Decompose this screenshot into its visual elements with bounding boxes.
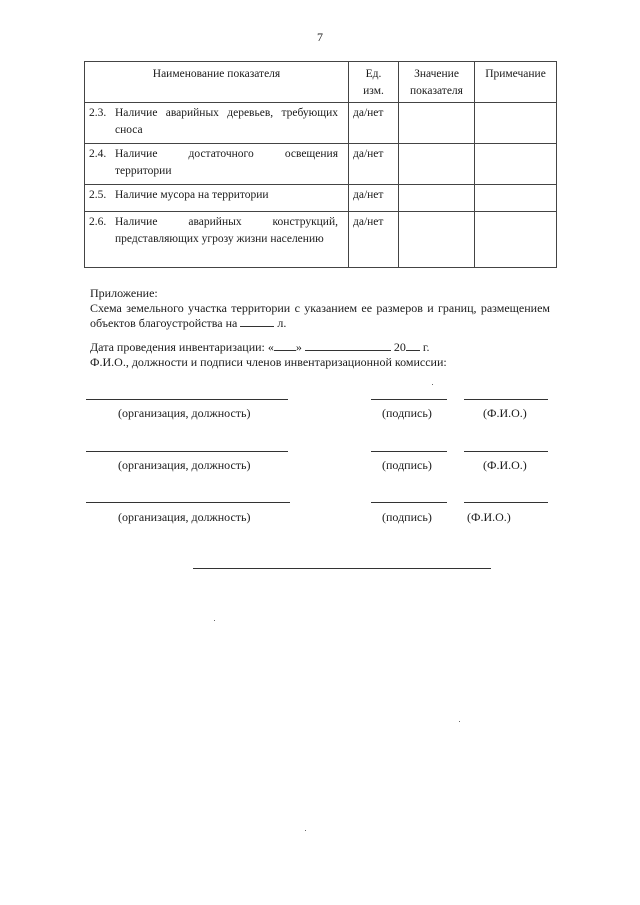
row-unit: да/нет <box>349 185 399 212</box>
page-number: 7 <box>317 30 323 44</box>
table-row <box>85 144 557 185</box>
month-blank[interactable] <box>305 340 391 351</box>
org-position-line[interactable] <box>86 399 288 400</box>
header-unit <box>349 62 399 103</box>
fio-label: (Ф.И.О.) <box>467 510 511 524</box>
row-indicator-name: Наличие аварийных конструкций, представляющих угрозу жизни населению <box>115 216 338 245</box>
appendix-text-block <box>90 301 550 331</box>
org-position-line[interactable] <box>86 502 290 503</box>
header-value <box>399 62 475 103</box>
signature-line[interactable] <box>371 451 447 452</box>
year-suffix: г. <box>422 340 430 354</box>
row-value-cell[interactable] <box>399 212 475 268</box>
table-row <box>85 212 557 268</box>
scan-speck <box>459 721 460 722</box>
row-indicator-name: Наличие аварийных деревьев, требующих сноса <box>115 107 338 136</box>
row-unit: да/нет <box>349 212 399 268</box>
sheets-count-blank[interactable] <box>240 316 274 327</box>
signature-label: (подпись) <box>382 406 432 420</box>
appendix-suffix: л. <box>277 316 287 330</box>
fio-label: (Ф.И.О.) <box>483 406 527 420</box>
row-value-cell[interactable] <box>399 103 475 144</box>
table-row <box>85 185 557 212</box>
row-name-cell <box>85 144 349 185</box>
org-position-label: (организация, должность) <box>118 510 251 524</box>
date-prefix: Дата проведения инвентаризации: « <box>90 340 274 354</box>
row-value-cell[interactable] <box>399 185 475 212</box>
inventory-date-line <box>90 340 550 355</box>
year-blank[interactable] <box>406 340 420 351</box>
closing-divider <box>193 568 491 569</box>
row-note-cell[interactable] <box>475 185 557 212</box>
row-number: 2.6. <box>89 216 107 228</box>
signature-line[interactable] <box>371 502 447 503</box>
table-header-row <box>85 62 557 103</box>
row-note-cell[interactable] <box>475 144 557 185</box>
header-unit-line1: Ед. <box>365 68 382 80</box>
header-note: Примечание <box>475 62 557 103</box>
row-note-cell[interactable] <box>475 103 557 144</box>
row-name-cell <box>85 103 349 144</box>
row-number: 2.3. <box>89 107 107 119</box>
row-number: 2.4. <box>89 148 107 160</box>
row-number: 2.5. <box>89 189 107 201</box>
day-blank[interactable] <box>274 340 296 351</box>
row-name-cell <box>85 185 349 212</box>
fio-line[interactable] <box>464 451 548 452</box>
org-position-label: (организация, должность) <box>118 458 251 472</box>
row-name-cell <box>85 212 349 268</box>
header-indicator-name: Наименование показателя <box>85 62 349 103</box>
fio-line[interactable] <box>464 502 548 503</box>
row-indicator-name: Наличие достаточного освещения территории <box>115 148 338 177</box>
row-unit: да/нет <box>349 103 399 144</box>
header-value-line1: Значение <box>414 68 459 80</box>
indicators-table <box>84 61 557 268</box>
row-indicator-name: Наличие мусора на территории <box>115 189 269 201</box>
header-unit-line2: изм. <box>363 85 384 97</box>
commission-members-text: Ф.И.О., должности и подписи членов инвентаризационной комиссии: <box>90 355 447 369</box>
org-position-label: (организация, должность) <box>118 406 251 420</box>
fio-line[interactable] <box>464 399 548 400</box>
row-value-cell[interactable] <box>399 144 475 185</box>
table-row <box>85 103 557 144</box>
fio-label: (Ф.И.О.) <box>483 458 527 472</box>
year-prefix: 20 <box>393 340 406 354</box>
scan-speck <box>305 830 306 831</box>
inventory-section <box>90 340 550 370</box>
signature-label: (подпись) <box>382 510 432 524</box>
date-mid: » <box>295 340 302 354</box>
signature-line[interactable] <box>371 399 447 400</box>
appendix-text: Схема земельного участка территории с указанием ее размеров и границ, размещением объектов благоустройства на <box>90 301 550 330</box>
org-position-line[interactable] <box>86 451 288 452</box>
scan-speck <box>432 384 433 385</box>
row-unit: да/нет <box>349 144 399 185</box>
row-note-cell[interactable] <box>475 212 557 268</box>
appendix-title: Приложение: <box>90 286 158 300</box>
header-value-line2: показателя <box>410 85 463 97</box>
signature-label: (подпись) <box>382 458 432 472</box>
scan-speck <box>214 620 215 621</box>
appendix-section <box>90 286 550 331</box>
